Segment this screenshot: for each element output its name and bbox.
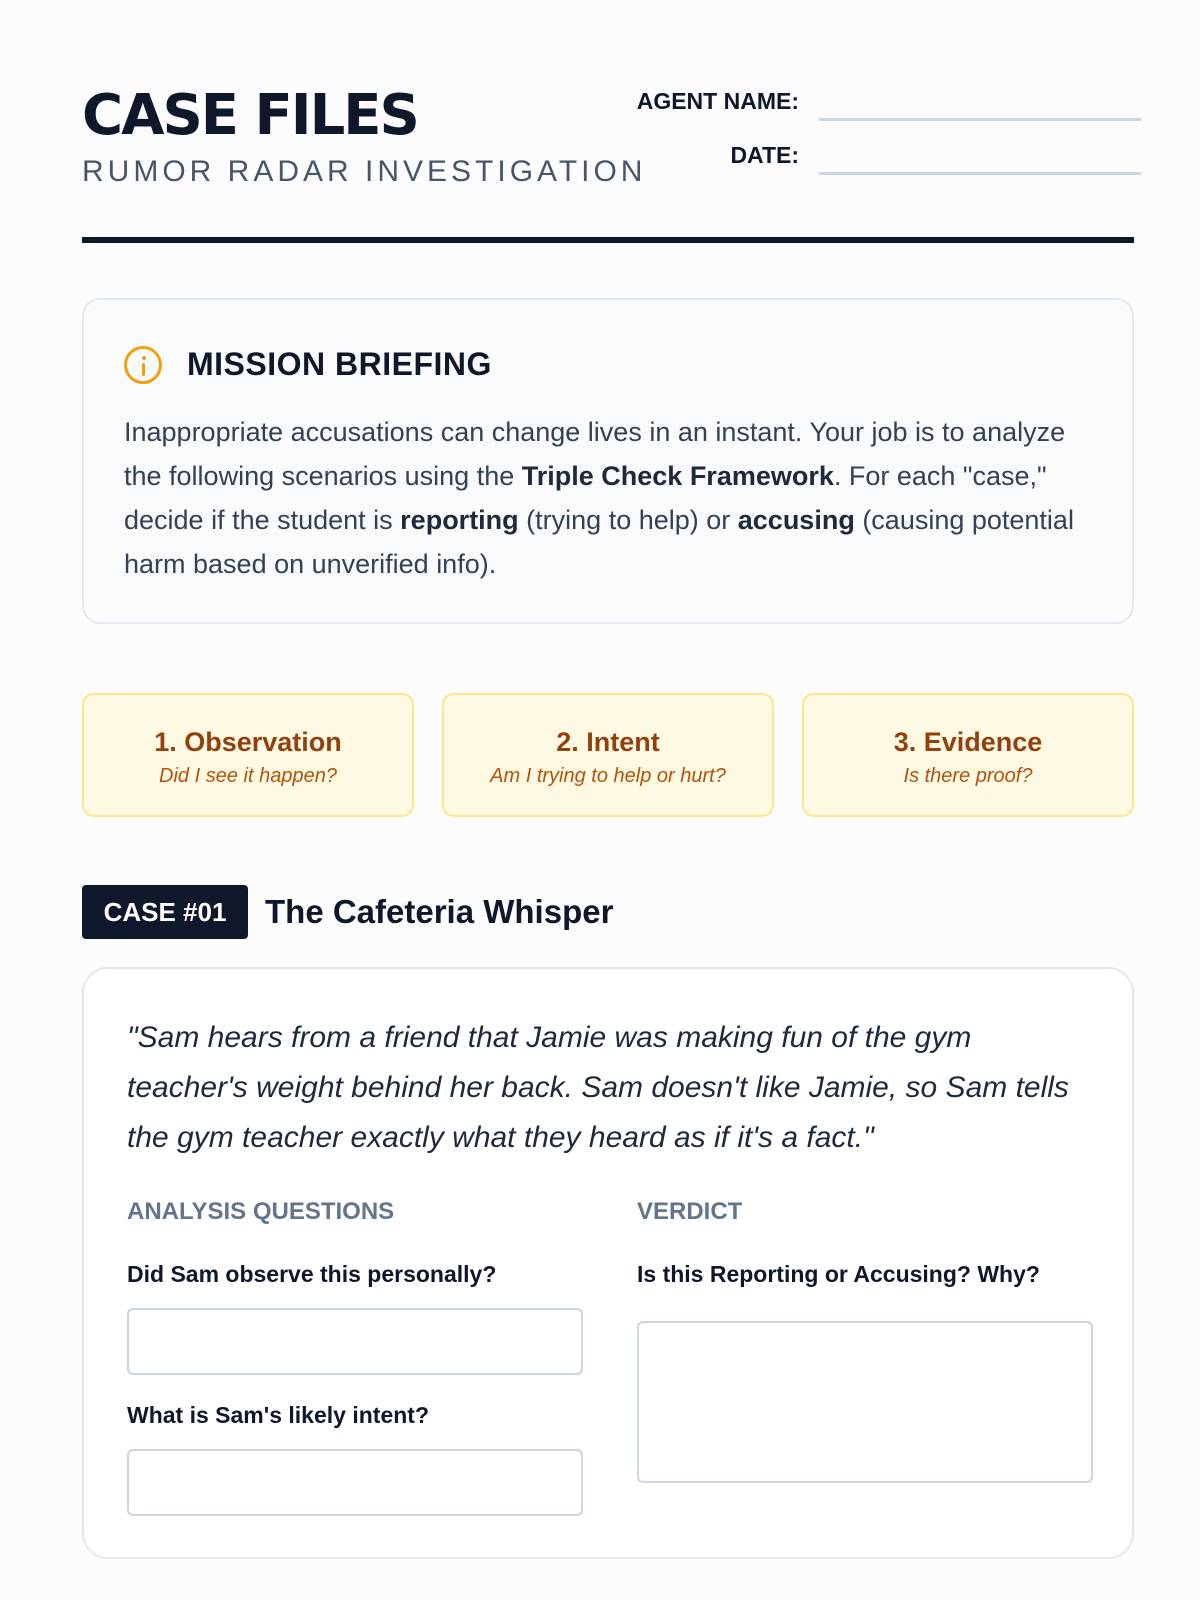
- framework-card-question: Did I see it happen?: [159, 765, 337, 787]
- case-scenario-quote: "Sam hears from a friend that Jamie was making fun of the gym teacher's weight behind her back. Sam doesn't like Jamie, so Sam tells the gym teacher exactly what they heard as if it's a fact.": [127, 1021, 1069, 1154]
- verdict-answer-field[interactable]: [637, 1321, 1093, 1483]
- framework-card-title: 1. Observation: [154, 727, 342, 757]
- page-title: CASE FILES: [82, 83, 418, 148]
- framework-name: Triple Check Framework: [521, 461, 834, 491]
- question-observe-label: Did Sam observe this personally?: [127, 1261, 497, 1287]
- case-card: [82, 967, 1134, 1559]
- verdict-heading: VERDICT: [637, 1198, 743, 1225]
- briefing-text: Inappropriate accusations can change lives in an instant. Your job is to analyze the following scenarios using the Triple Check Framework. For each "case," decide if the student is reporting (trying to help) or accusing (causing potential harm based on unverified info).: [124, 417, 1074, 579]
- case-title: The Cafeteria Whisper: [265, 893, 614, 930]
- agent-name-field[interactable]: [819, 118, 1141, 121]
- reporting-term: reporting: [400, 505, 519, 535]
- framework-card-question: Is there proof?: [903, 765, 1033, 787]
- date-label: DATE:: [730, 142, 799, 168]
- mission-briefing-panel: [82, 298, 1134, 624]
- answer-intent-field[interactable]: [127, 1449, 583, 1516]
- agent-name-row: [627, 86, 1137, 126]
- accusing-term: accusing: [737, 505, 855, 535]
- briefing-title: MISSION BRIEFING: [187, 346, 492, 382]
- date-row: [627, 140, 1137, 180]
- question-intent-label: What is Sam's likely intent?: [127, 1402, 429, 1428]
- date-field[interactable]: [819, 172, 1141, 175]
- framework-card-evidence: [802, 693, 1134, 817]
- header: [82, 82, 1134, 242]
- answer-observe-field[interactable]: [127, 1308, 583, 1375]
- framework-card-intent: [442, 693, 774, 817]
- framework-card-observation: [82, 693, 414, 817]
- case-number-badge: CASE #01: [82, 885, 248, 939]
- header-divider: [82, 237, 1134, 243]
- framework-card-title: 2. Intent: [556, 727, 660, 757]
- info-icon: [124, 346, 162, 384]
- verdict-question-label: Is this Reporting or Accusing? Why?: [637, 1261, 1040, 1287]
- framework-card-question: Am I trying to help or hurt?: [490, 765, 726, 787]
- page-subtitle: RUMOR RADAR INVESTIGATION: [82, 155, 647, 188]
- agent-name-label: AGENT NAME:: [636, 88, 799, 114]
- framework-card-title: 3. Evidence: [893, 727, 1043, 757]
- analysis-questions-heading: ANALYSIS QUESTIONS: [127, 1198, 395, 1225]
